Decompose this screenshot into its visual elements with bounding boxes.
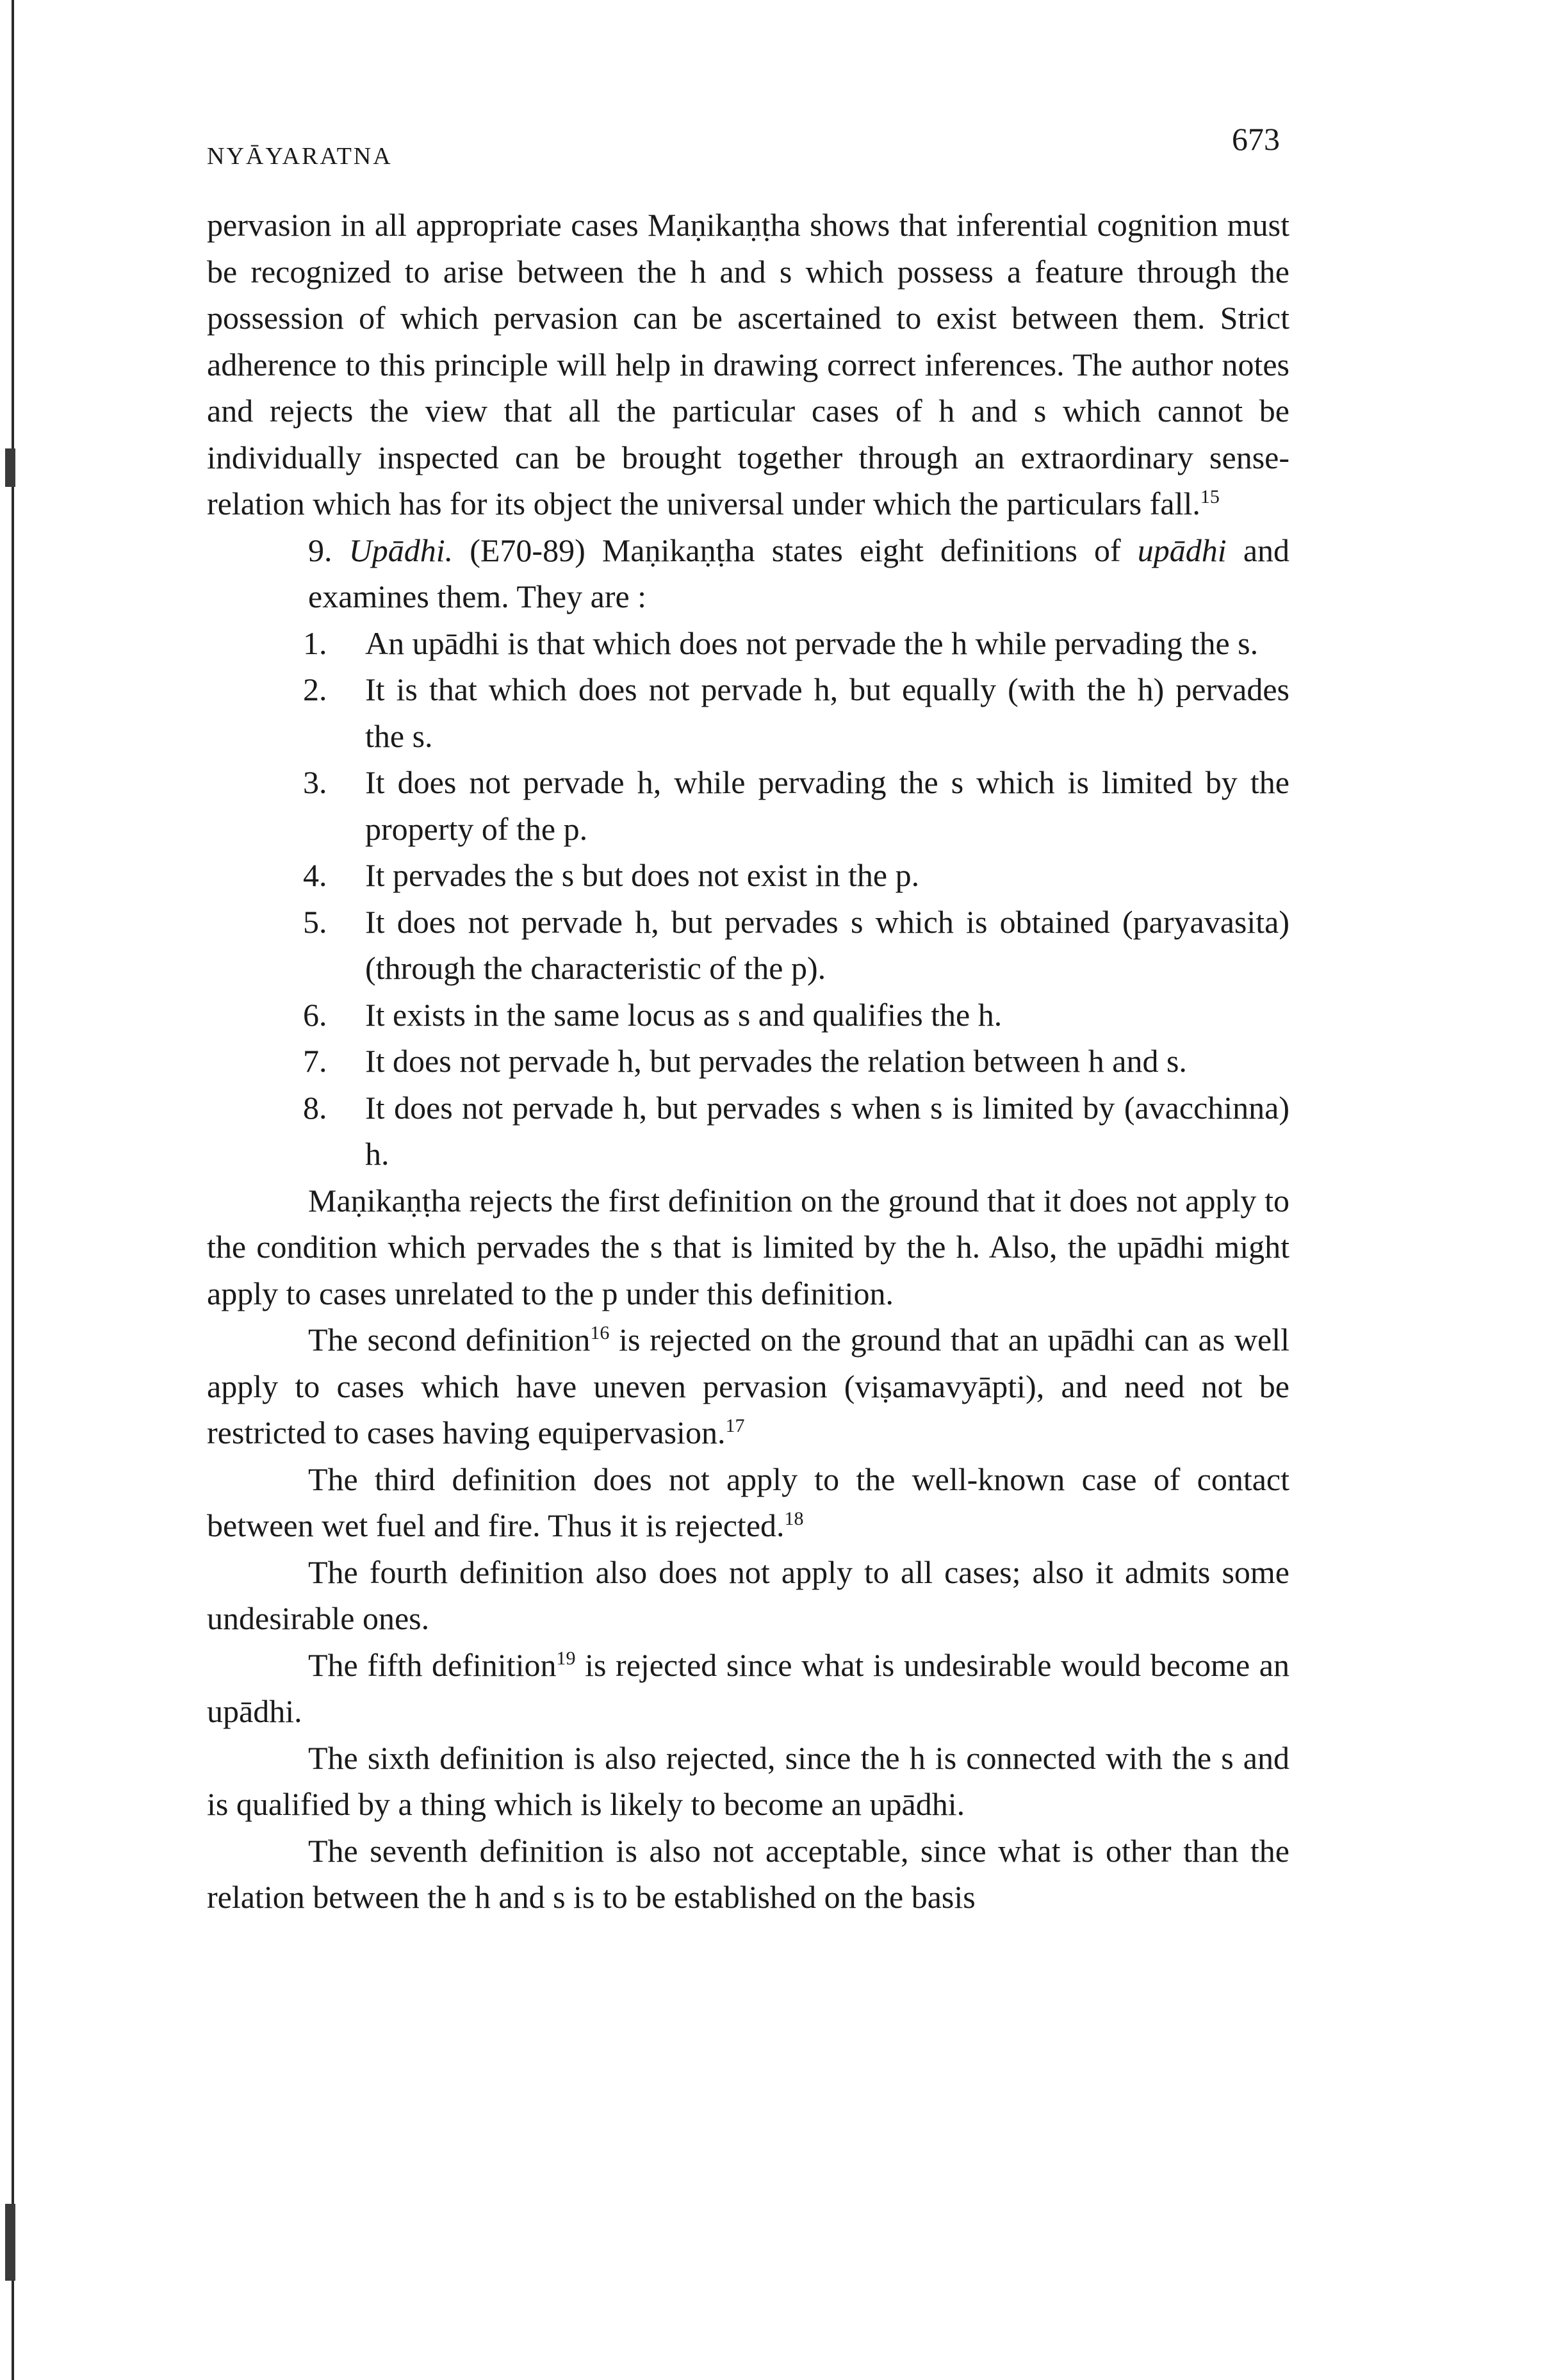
definition-text: It does not pervade h, but pervades s which is obtained (paryavasita) (through the characteristic of the p).: [365, 903, 1289, 986]
definition-text: It pervades the s but does not exist in the p.: [365, 857, 920, 893]
definition-number: 6.: [303, 996, 327, 1033]
footnote-ref: 19: [556, 1647, 576, 1669]
scan-mark: [5, 448, 15, 487]
paragraph-pervasion: [207, 202, 1289, 527]
definitions-list: [207, 620, 1289, 1178]
paragraph-sixth-definition: [207, 1735, 1289, 1828]
definition-text: It does not pervade h, while pervading the s which is limited by the property of the p.: [365, 764, 1289, 847]
definition-text: An upādhi is that which does not pervade the h while pervading the s.: [365, 625, 1259, 661]
paragraph-text: The second definition: [308, 1322, 591, 1358]
paragraph-text: pervasion in all appropriate cases Maṇikaṇṭha shows that inferential cognition must be recognized to arise between the h and s which possess a feature through the possession of which pervasion can be ascertained to exist between them. Strict adherence to this principle will help in drawing correct inferences. The author notes and rejects the view that all the particular cases of h and s which cannot be individually inspected can be brought together through an extraordinary sense-relation which has for its object the universal under which the particulars fall.: [207, 207, 1289, 521]
definition-number: 3.: [303, 764, 327, 800]
paragraph-text: The sixth definition is also rejected, since the h is connected with the s and is qualified by a thing which is likely to become an upādhi.: [207, 1739, 1289, 1822]
paragraph-text: The third definition does not apply to the well-known case of contact between wet fuel and fire. Thus it is rejected.: [207, 1461, 1289, 1543]
definition-item: [207, 620, 1289, 667]
paragraph-second-definition: [207, 1317, 1289, 1456]
definition-item: [207, 666, 1289, 759]
definition-number: 2.: [303, 671, 327, 707]
footnote-ref: 18: [784, 1508, 804, 1529]
section-text: and examines them. They are :: [308, 532, 1290, 614]
definition-number: 4.: [303, 857, 327, 893]
running-head: NYĀYARATNA: [207, 143, 393, 170]
footnote-ref: 17: [725, 1415, 745, 1436]
definition-item: [207, 1085, 1289, 1178]
paragraph-first-definition: [207, 1178, 1289, 1317]
paragraph-fourth-definition: [207, 1549, 1289, 1642]
section-title: Upādhi.: [348, 532, 454, 568]
paragraph-seventh-definition: [207, 1828, 1289, 1921]
definition-item: [207, 899, 1289, 992]
paragraph-text: The fourth definition also does not apply to all cases; also it admits some undesirable ones.: [207, 1554, 1289, 1636]
paragraph-fifth-definition: [207, 1642, 1289, 1735]
scan-edge-line: [12, 0, 14, 2380]
definition-item: [207, 992, 1289, 1038]
paragraph-text: is rejected on the ground that an upādhi can as well apply to cases which have uneven pervasion (viṣamavyāpti), and need not be restricted to cases having equipervasion.: [207, 1322, 1289, 1450]
paragraph-text: Maṇikaṇṭha rejects the first definition on the ground that it does not apply to the condition which pervades the s that is limited by the h. Also, the upādhi might apply to cases unrelated to the p under this definition.: [207, 1182, 1289, 1311]
definition-number: 5.: [303, 903, 327, 940]
definition-text: It exists in the same locus as s and qualifies the h.: [365, 996, 1002, 1033]
definition-number: 1.: [303, 625, 327, 661]
definition-text: It does not pervade h, but pervades s when s is limited by (avacchinna) h.: [365, 1089, 1289, 1172]
paragraph-text: The fifth definition: [308, 1646, 557, 1683]
footnote-ref: 16: [590, 1322, 610, 1343]
text-body: [207, 202, 1289, 1921]
definition-text: It is that which does not pervade h, but equally (with the h) pervades the s.: [365, 671, 1289, 754]
footnote-ref: 15: [1200, 486, 1220, 507]
section-upadhi: [207, 527, 1289, 620]
definition-text: It does not pervade h, but pervades the relation between h and s.: [365, 1043, 1187, 1079]
definition-item: [207, 852, 1289, 899]
paragraph-text: is rejected since what is undesirable would become an upādhi.: [207, 1646, 1289, 1729]
section-number: 9.: [308, 532, 332, 568]
definition-number: 7.: [303, 1043, 327, 1079]
page-number: 673: [1232, 121, 1280, 157]
paragraph-third-definition: [207, 1456, 1289, 1549]
scan-mark: [5, 2204, 15, 2281]
paragraph-text: The seventh definition is also not acceptable, since what is other than the relation between the h and s is to be established on the basis: [207, 1832, 1289, 1915]
definition-item: [207, 759, 1289, 852]
definition-item: [207, 1038, 1289, 1085]
section-text: (E70-89) Maṇikaṇṭha states eight definitions of: [453, 532, 1138, 568]
definition-number: 8.: [303, 1089, 327, 1126]
section-term: upādhi: [1137, 532, 1227, 568]
